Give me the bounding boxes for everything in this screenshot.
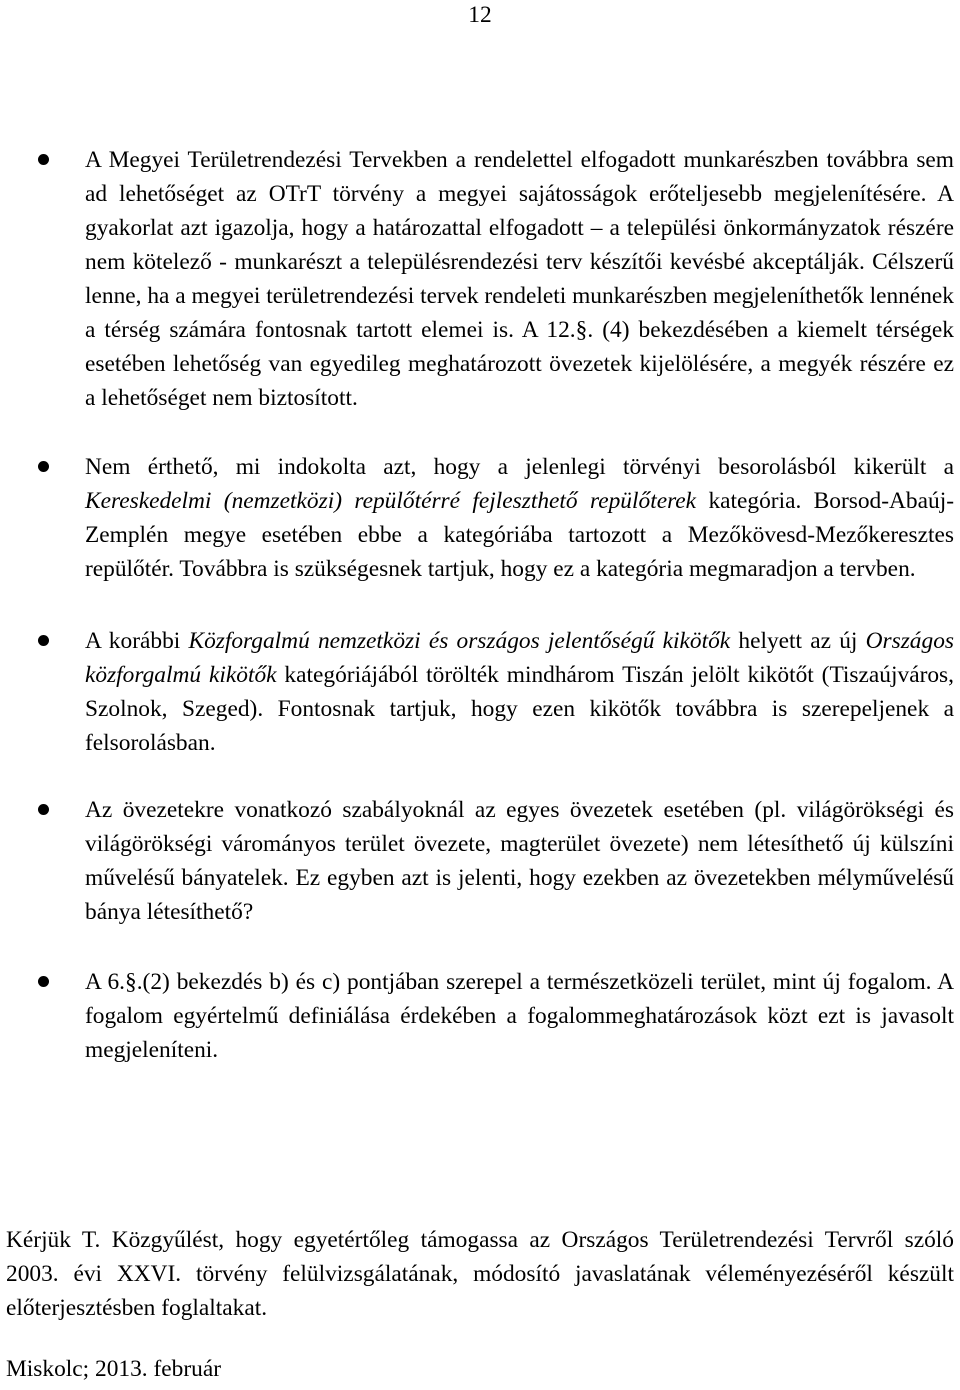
bullet-item-kikotok (0, 624, 954, 760)
bullet-text-italic: Közforgalmú nemzetközi és országos jelentőségű kikötők (188, 628, 731, 654)
closing-paragraph: Kérjük T. Közgyűlést, hogy egyetértőleg támogassa az Országos Területrendezési Tervről szóló 2003. évi XXVI. törvény felülvizsgálatának, módosító javaslatának véleményezéséről készült előterjesztésben foglaltakat. (6, 1227, 954, 1321)
bullet-text-pre: Nem érthető, mi indokolta azt, hogy a jelenlegi törvényi besorolásból kikerült a (85, 454, 954, 480)
bullet-text: Az övezetekre vonatkozó szabályoknál az egyes övezetek esetében (pl. világörökségi és világörökségi várományos terület övezete, magterület övezete) nem létesíthető új külszíni művelésű bányatelek. Ez egyben azt is jelenti, hogy ezekben az övezetekben mélyművelésű bánya létesíthető? (85, 797, 954, 925)
place-and-date: Miskolc; 2013. február (6, 1356, 222, 1382)
bullet-dot-icon (38, 804, 49, 815)
page-number: 12 (468, 2, 492, 28)
bullet-dot-icon (38, 976, 49, 987)
bullet-text-italic-2: Országos közforgalmú kikötők (85, 628, 954, 688)
bullet-text-post: kategóriájából törölték mindhárom Tiszán jelölt kikötőt (Tiszaújváros, Szolnok, Szeged). Fontosnak tartjuk, hogy ezen kikötők továbbra is szerepeljenek a felsorolásban. (85, 662, 955, 756)
bullet-text-mid: helyett az új (730, 628, 866, 654)
bullet-text: A Megyei Területrendezési Tervekben a rendelettel elfogadott munkarészben továbbra sem ad lehetőséget az OTrT törvény a megyei sajátosságok erőteljesebb megjelenítésére. A gyakorlat azt igazolja, hogy a határozattal elfogadott – a települési önkormányzatok részére nem kötelező - munkarészt a településrendezési terv készítői kevésbé akceptálják. Célszerű lenne, ha a megyei területrendezési tervek rendeleti munkarészben megjeleníthetők lennének a térség számára fontosnak tartott elemei is. A 12.§. (4) bekezdésében a kiemelt térségek esetében lehetőség van egyedileg meghatározott övezetek kijelölésére, a megyék részére ez a lehetőséget nem biztosított. (85, 147, 954, 411)
bullet-dot-icon (38, 154, 49, 165)
bullet-text: A 6.§.(2) bekezdés b) és c) pontjában szerepel a természetközeli terület, mint új fogalom. A fogalom egyértelmű definiálása érdekében a fogalommeghatározások közt ezt is javasolt megjeleníteni. (85, 969, 954, 1063)
bullet-item-megyei-tervek (0, 143, 954, 415)
bullet-dot-icon (38, 635, 49, 646)
bullet-text-pre: A korábbi (85, 628, 189, 654)
bullet-item-fogalom (0, 965, 954, 1067)
bullet-list (0, 143, 960, 1067)
bullet-item-ovezetek (0, 793, 954, 929)
bullet-text-italic: Kereskedelmi (nemzetközi) repülőtérré fejleszthető repülőterek (85, 488, 697, 514)
bullet-item-repuloter (0, 450, 954, 586)
bullet-dot-icon (38, 461, 49, 472)
bullet-text-post: kategória. Borsod-Abaúj-Zemplén megye esetében ebbe a kategóriába tartozott a Mezőkövesd-Mezőkeresztes repülőtér. Továbbra is szükségesnek tartjuk, hogy ez a kategória megmaradjon a tervben. (85, 488, 954, 582)
